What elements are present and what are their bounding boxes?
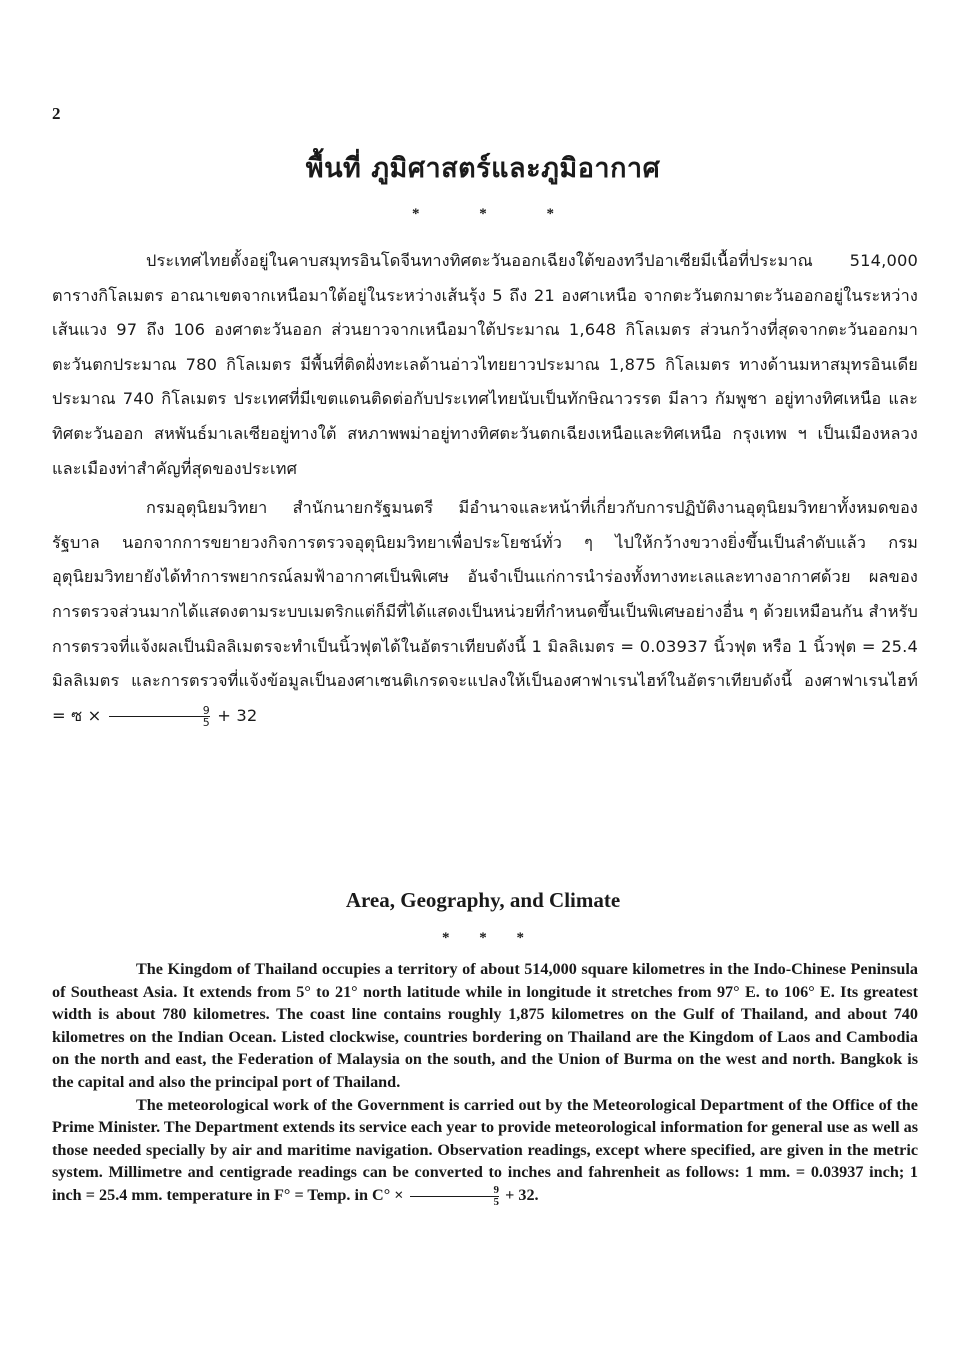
english-title: Area, Geography, and Climate (345, 888, 621, 912)
thai-paragraph-2-end: + 32 (217, 705, 258, 725)
english-separator: * * * (442, 930, 524, 946)
thai-paragraph-1: ประเทศไทยตั้งอยู่ในคาบสมุทรอินโดจีนทางทิศตะวันออกเฉียงใต้ของทวีปอาเซียมีเนื้อที่ประมาณ 514,000 ตารางกิโลเมตร อาณาเขตจากเหนือมาใต้อยู่ในระหว่างเส้นรุ้ง 5 ถึง 21 องศาเหนือ จากตะวันตกมาตะวันออกอยู่ในระหว่างเส้นแวง 97 ถึง 106 องศาตะวันออก ส่วนยาวจากเหนือมาใต้ประมาณ 1,648 กิโลเมตร ส่วนกว้างที่สุดจากตะวันออกมาตะวันตกประมาณ 780 กิโลเมตร มีพื้นที่ติดฝั่งทะเลด้านอ่าวไทยยาวประมาณ 1,875 กิโลเมตร ทางด้านมหาสมุทรอินเดียประมาณ 740 กิโลเมตร ประเทศที่มีเขตแดนติดต่อกับประเทศไทยนับเป็นทักษิณาวรรต มีลาว กัมพูชา อยู่ทางทิศเหนือ และทิศตะวันออก สหพันธ์มาเลเซียอยู่ทางใต้ สหภาพพม่าอยู่ทางทิศตะวันตกเฉียงเหนือและทิศเหนือ กรุงเทพ ฯ เป็นเมืองหลวงและเมืองท่าสำคัญที่สุดของประเทศ (52, 251, 918, 478)
thai-fraction-denominator: 5 (202, 715, 210, 729)
english-fraction (410, 1185, 500, 1208)
thai-separator: * * * (412, 206, 554, 222)
thai-fraction (109, 705, 210, 728)
page-number: 2 (52, 104, 61, 123)
thai-paragraph-2 (52, 491, 918, 733)
thai-fraction-numerator: 9 (109, 705, 210, 717)
thai-title: พื้นที่ ภูมิศาสตร์และภูมิอากาศ (305, 153, 661, 184)
english-fraction-denominator: 5 (493, 1195, 500, 1208)
english-fraction-numerator: 9 (410, 1185, 500, 1197)
english-body (52, 958, 918, 1208)
thai-body (52, 244, 918, 733)
english-paragraph-2-end: + 32. (505, 1185, 539, 1204)
english-paragraph-1: The Kingdom of Thailand occupies a territory of about 514,000 square kilometres in the Indo-Chinese Peninsula of Southeast Asia. It extends from 5° to 21° north latitude while in longitude it stretches from 97° E. to 106° E. Its greatest width is about 780 kilometres. The coast line contains roughly 1,875 kilometres on the Gulf of Thailand, and about 740 kilometres on the Indian Ocean. Listed clockwise, countries bordering on Thailand are the Kingdom of Laos and Cambodia on the north and east, the Federation of Malaysia on the south, and the Union of Burma on the west and north. Bangkok is the capital and also the principal port of Thailand. (52, 960, 918, 1091)
english-paragraph-2 (52, 1094, 918, 1208)
thai-paragraph-2-text: กรมอุตุนิยมวิทยา สำนักนายกรัฐมนตรี มีอำนาจและหน้าที่เกี่ยวกับการปฏิบัติงานอุตุนิยมวิทยาทั้งหมดของรัฐบาล นอกจากการขยายวงกิจการตรวจอุตุนิยมวิทยาเพื่อประโยชน์ทั่ว ๆ ไปให้กว้างขวางยิ่งขึ้นเป็นลำดับแล้ว กรมอุตุนิยมวิทยายังได้ทำการพยากรณ์ลมฟ้าอากาศเป็นพิเศษ อันจำเป็นแก่การนำร่องทั้งทางทะเลและทางอากาศด้วย ผลของการตรวจส่วนมากได้แสดงตามระบบเมตริกแต่ก็มีที่ได้แสดงเป็นหน่วยที่กำหนดขึ้นเป็นพิเศษอย่างอื่น ๆ ด้วยเหมือนกัน สำหรับการตรวจที่แจ้งผลเป็นมิลลิเมตรจะทำเป็นนิ้วฟุตได้ในอัตราเทียบดังนี้ 1 มิลลิเมตร = 0.03937 นิ้วฟุต หรือ 1 นิ้วฟุต = 25.4 มิลลิเมตร และการตรวจที่แจ้งข้อมูลเป็นองศาเซนติเกรดจะแปลงให้เป็นองศาฟาเรนไฮท์ในอัตราเทียบดังนี้ องศาฟาเรนไฮท์ = ซ × (52, 498, 918, 725)
english-paragraph-2-text: The meteorological work of the Government is carried out by the Meteorological Department of the Office of the Prime Minister. The Department extends its service each year to provide meteorological information for general use as well as those needed specially by air and maritime navigation. Observation readings, except where specified, are given in the metric system. Millimetre and centigrade readings can be converted to inches and fahrenheit as follows: 1 mm. = 0.03937 inch; 1 inch = 25.4 mm. temperature in F° = Temp. in C° × (52, 1095, 919, 1204)
